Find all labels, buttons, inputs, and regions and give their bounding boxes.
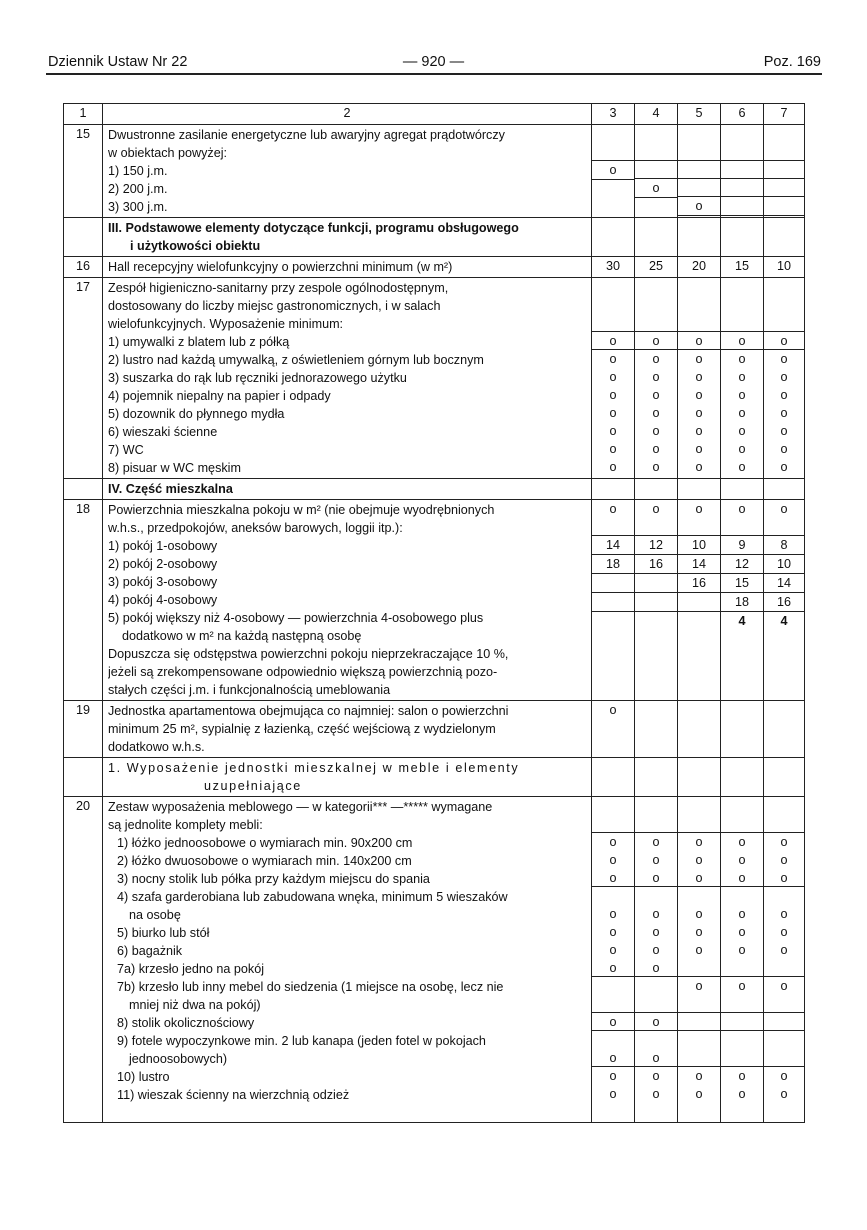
mark: o — [738, 388, 746, 403]
list-item: 4) pokój 4-osobowy — [108, 593, 218, 608]
text-line: Jednostka apartamentowa obejmująca co najmniej: salon o powierzchni — [108, 704, 509, 719]
row-number: 20 — [64, 797, 103, 1123]
list-item: dodatkowo w m² na każdą następną osobę — [122, 629, 362, 644]
list-item: 3) nocny stolik lub półka przy każdym miejscu do spania — [117, 872, 430, 887]
value-col-4 — [635, 500, 678, 701]
mark: o — [695, 424, 703, 439]
value: 14 — [592, 535, 634, 555]
mark: o — [609, 424, 617, 439]
value: 15 — [734, 259, 749, 274]
mark: o — [609, 961, 617, 976]
list-item: 2) łóżko dwuosobowe o wymiarach min. 140x200 cm — [117, 854, 412, 869]
mark: o — [635, 349, 677, 368]
mark: o — [635, 1012, 677, 1031]
col-header-5: 5 — [678, 104, 721, 125]
value: 10 — [776, 259, 791, 274]
mark: o — [609, 502, 617, 517]
text-line: Hall recepcyjny wielofunkcyjny o powierzchni minimum (w m²) — [108, 260, 453, 275]
col-header-4: 4 — [635, 104, 678, 125]
list-item: na osobę — [129, 908, 181, 923]
value-col-3 — [592, 500, 635, 701]
value: 30 — [605, 259, 620, 274]
mark: o — [695, 442, 703, 457]
col-header-1: 1 — [64, 104, 103, 125]
value-col-7 — [764, 278, 805, 479]
mark: o — [652, 424, 660, 439]
list-item: 3) suszarka do rąk lub ręczniki jednorazowego użytku — [108, 371, 407, 386]
text-line: w.h.s., przedpokojów, aneksów barowych, loggii itp.): — [108, 521, 403, 536]
mark: o — [678, 976, 720, 995]
value-col-6 — [721, 797, 764, 1123]
mark: o — [738, 925, 746, 940]
value-col-3 — [592, 125, 635, 218]
value-col-3 — [592, 278, 635, 479]
value: 12 — [721, 554, 763, 574]
list-item: 7) WC — [108, 443, 144, 458]
mark: o — [721, 1066, 763, 1085]
list-item: 8) stolik okolicznościowy — [117, 1016, 255, 1031]
note-line: jeżeli są zrekompensowane odpowiednio większą powierzchnią pozo- — [108, 665, 498, 680]
mark: o — [764, 1066, 804, 1085]
col-header-3: 3 — [592, 104, 635, 125]
row-number — [64, 479, 103, 500]
mark: o — [738, 406, 746, 421]
list-item: 4) szafa garderobiana lub zabudowana wnęka, minimum 5 wieszaków — [117, 890, 508, 905]
mark: o — [738, 1087, 746, 1102]
value-col-6 — [721, 125, 764, 218]
mark: o — [678, 349, 720, 368]
value-col-7 — [764, 797, 805, 1123]
value-col-5 — [678, 797, 721, 1123]
mark: o — [609, 442, 617, 457]
mark: o — [780, 871, 788, 886]
list-item: 8) pisuar w WC męskim — [108, 461, 241, 476]
list-item: 5) pokój większy niż 4-osobowy — powierzchnia 4-osobowego plus — [108, 611, 484, 626]
list-item: 1) łóżko jednoosobowe o wymiarach min. 90x200 cm — [117, 836, 413, 851]
column-header-row — [64, 104, 805, 125]
mark: o — [678, 832, 720, 851]
mark: o — [780, 370, 788, 385]
list-item: 10) lustro — [117, 1070, 170, 1085]
value: 16 — [635, 554, 677, 574]
text-line: 1. Wyposażenie jednostki mieszkalnej w meble i elementy — [108, 761, 520, 776]
mark: o — [780, 502, 788, 517]
mark: o — [652, 925, 660, 940]
section-title — [103, 758, 592, 797]
mark: o — [609, 460, 617, 475]
list-item: 1) pokój 1-osobowy — [108, 539, 218, 554]
mark: o — [678, 196, 720, 216]
value: 15 — [721, 573, 763, 593]
col-header-2: 2 — [103, 104, 592, 125]
mark: o — [695, 907, 703, 922]
mark: o — [678, 1066, 720, 1085]
row-description — [103, 257, 592, 278]
mark: o — [592, 832, 634, 851]
row-description — [103, 125, 592, 218]
text-line: wielofunkcyjnych. Wyposażenie minimum: — [108, 317, 344, 332]
text-line: i użytkowości obiektu — [130, 239, 261, 254]
mark: o — [592, 1066, 634, 1085]
mark: o — [695, 871, 703, 886]
text-line: III. Podstawowe elementy dotyczące funkcji, programu obsługowego — [108, 221, 519, 236]
value: 14 — [678, 554, 720, 574]
value: 25 — [648, 259, 663, 274]
mark: o — [738, 907, 746, 922]
row-number: 15 — [64, 125, 103, 218]
text-line: 1) 150 j.m. — [108, 164, 168, 179]
value-col-6 — [721, 278, 764, 479]
mark: o — [780, 925, 788, 940]
mark: o — [609, 907, 617, 922]
journal-title: Dziennik Ustaw Nr 22 — [48, 54, 188, 70]
text-line: Dwustronne zasilanie energetyczne lub awaryjny agregat prądotwórczy — [108, 128, 505, 143]
mark: o — [609, 370, 617, 385]
mark: o — [652, 406, 660, 421]
mark: o — [652, 388, 660, 403]
value: 10 — [764, 554, 804, 574]
mark: o — [780, 424, 788, 439]
mark: o — [609, 1087, 617, 1102]
value-col-4 — [635, 125, 678, 218]
table-row — [64, 257, 805, 278]
value-col-7 — [764, 500, 805, 701]
table-row — [64, 125, 805, 218]
requirements-table — [63, 103, 805, 1123]
row-number: 16 — [64, 257, 103, 278]
list-item: 3) pokój 3-osobowy — [108, 575, 218, 590]
mark: o — [738, 370, 746, 385]
mark: o — [652, 442, 660, 457]
section-row — [64, 758, 805, 797]
value-col-3 — [592, 797, 635, 1123]
mark: o — [609, 703, 617, 718]
mark: o — [609, 925, 617, 940]
value: 4 — [721, 611, 763, 630]
section-title — [103, 479, 592, 500]
row-description — [103, 500, 592, 701]
mark: o — [652, 1051, 660, 1066]
col-header-7: 7 — [764, 104, 805, 125]
text-line: Powierzchnia mieszkalna pokoju w m² (nie obejmuje wyodrębnionych — [108, 503, 495, 518]
mark: o — [721, 976, 763, 995]
mark: o — [780, 943, 788, 958]
text-line: IV. Część mieszkalna — [108, 482, 233, 497]
value: 20 — [691, 259, 706, 274]
text-line: minimum 25 m², sypialnię z łazienką, część wejściową z wydzielonym — [108, 722, 496, 737]
position-number: Poz. 169 — [763, 54, 821, 70]
mark: o — [695, 388, 703, 403]
value-col-5 — [678, 278, 721, 479]
list-item: 7b) krzesło lub inny mebel do siedzenia (1 miejsce na osobę, lecz nie — [117, 980, 504, 995]
value: 16 — [764, 592, 804, 612]
value: 16 — [678, 573, 720, 593]
value-col-4 — [635, 278, 678, 479]
mark: o — [652, 460, 660, 475]
section-title — [103, 218, 592, 257]
mark: o — [780, 406, 788, 421]
mark: o — [609, 1051, 617, 1066]
list-item: 2) pokój 2-osobowy — [108, 557, 218, 572]
row-number: 18 — [64, 500, 103, 701]
table-row — [64, 797, 805, 1123]
mark: o — [738, 943, 746, 958]
section-row — [64, 479, 805, 500]
list-item: 11) wieszak ścienny na wierzchnią odzież — [117, 1088, 350, 1103]
list-item: 2) lustro nad każdą umywalką, z oświetleniem górnym lub bocznym — [108, 353, 484, 368]
mark: o — [764, 331, 804, 350]
text-line: są jednolite komplety mebli: — [108, 818, 263, 833]
list-item: 6) wieszaki ścienne — [108, 425, 218, 440]
mark: o — [609, 871, 617, 886]
value-col-5 — [678, 500, 721, 701]
mark: o — [652, 502, 660, 517]
note-line: stałych części j.m. i funkcjonalnością umeblowania — [108, 683, 391, 698]
value: 9 — [721, 535, 763, 555]
value-col-6 — [721, 500, 764, 701]
value-col-5 — [678, 125, 721, 218]
mark: o — [695, 853, 703, 868]
value-col-4 — [635, 797, 678, 1123]
row-description — [103, 278, 592, 479]
value: 10 — [678, 535, 720, 555]
mark: o — [764, 832, 804, 851]
mark: o — [592, 331, 634, 350]
mark: o — [721, 331, 763, 350]
list-item: mniej niż dwa na pokój) — [129, 998, 261, 1013]
list-item: 1) umywalki z blatem lub z półką — [108, 335, 290, 350]
mark: o — [695, 1087, 703, 1102]
mark: o — [678, 331, 720, 350]
mark: o — [609, 853, 617, 868]
mark: o — [695, 925, 703, 940]
text-line: dodatkowo w.h.s. — [108, 740, 205, 755]
list-item: 5) dozownik do płynnego mydła — [108, 407, 285, 422]
row-description — [103, 701, 592, 758]
mark: o — [592, 349, 634, 368]
mark: o — [780, 460, 788, 475]
mark: o — [652, 871, 660, 886]
mark: o — [695, 460, 703, 475]
mark: o — [592, 160, 634, 180]
mark: o — [780, 1087, 788, 1102]
mark: o — [609, 943, 617, 958]
mark: o — [721, 349, 763, 368]
text-line: Zestaw wyposażenia meblowego — w kategorii*** —***** wymagane — [108, 800, 493, 815]
value: 18 — [592, 554, 634, 574]
mark: o — [652, 853, 660, 868]
value: 12 — [635, 535, 677, 555]
list-item: 9) fotele wypoczynkowe min. 2 lub kanapa (jeden fotel w pokojach — [117, 1034, 486, 1049]
mark: o — [764, 976, 804, 995]
mark: o — [609, 406, 617, 421]
table-row — [64, 500, 805, 701]
mark: o — [738, 502, 746, 517]
mark: o — [609, 388, 617, 403]
value: 14 — [764, 573, 804, 593]
row-number — [64, 218, 103, 257]
row-description — [103, 797, 592, 1123]
mark: o — [635, 178, 677, 198]
value: 18 — [721, 592, 763, 612]
mark: o — [652, 961, 660, 976]
mark: o — [780, 853, 788, 868]
mark: o — [695, 943, 703, 958]
text-line: Zespół higieniczno-sanitarny przy zespole ogólnodostępnym, — [108, 281, 449, 296]
mark: o — [652, 1087, 660, 1102]
page-number: — 920 — — [402, 54, 465, 70]
value: 8 — [764, 535, 804, 555]
mark: o — [635, 1066, 677, 1085]
mark: o — [695, 406, 703, 421]
note-line: Dopuszcza się odstępstwa powierzchni pokoju nieprzekraczające 10 %, — [108, 647, 509, 662]
mark: o — [738, 424, 746, 439]
text-line: 2) 200 j.m. — [108, 182, 168, 197]
mark: o — [635, 331, 677, 350]
mark: o — [652, 943, 660, 958]
col-header-6: 6 — [721, 104, 764, 125]
mark: o — [738, 871, 746, 886]
list-item: 7a) krzesło jedno na pokój — [117, 962, 265, 977]
value-col-7 — [764, 125, 805, 218]
mark: o — [721, 832, 763, 851]
mark: o — [695, 502, 703, 517]
text-line: 3) 300 j.m. — [108, 200, 168, 215]
mark: o — [738, 853, 746, 868]
table-row — [64, 701, 805, 758]
mark: o — [780, 388, 788, 403]
header-rule — [46, 73, 822, 75]
mark: o — [652, 370, 660, 385]
text-line: w obiektach powyżej: — [108, 146, 228, 161]
row-number: 17 — [64, 278, 103, 479]
list-item: 5) biurko lub stół — [117, 926, 210, 941]
text-line: dostosowany do liczby miejsc gastronomicznych, i w salach — [108, 299, 441, 314]
value: 4 — [764, 611, 804, 630]
mark: o — [780, 907, 788, 922]
list-item: jednoosobowych) — [129, 1052, 228, 1067]
list-item: 6) bagażnik — [117, 944, 183, 959]
mark: o — [780, 442, 788, 457]
mark: o — [592, 1012, 634, 1031]
mark: o — [635, 832, 677, 851]
mark: o — [738, 460, 746, 475]
text-line: uzupełniające — [204, 779, 302, 794]
mark: o — [695, 370, 703, 385]
mark: o — [764, 349, 804, 368]
table-row — [64, 278, 805, 479]
row-number: 19 — [64, 701, 103, 758]
mark: o — [738, 442, 746, 457]
section-row — [64, 218, 805, 257]
row-number — [64, 758, 103, 797]
list-item: 4) pojemnik niepalny na papier i odpady — [108, 389, 331, 404]
mark: o — [652, 907, 660, 922]
